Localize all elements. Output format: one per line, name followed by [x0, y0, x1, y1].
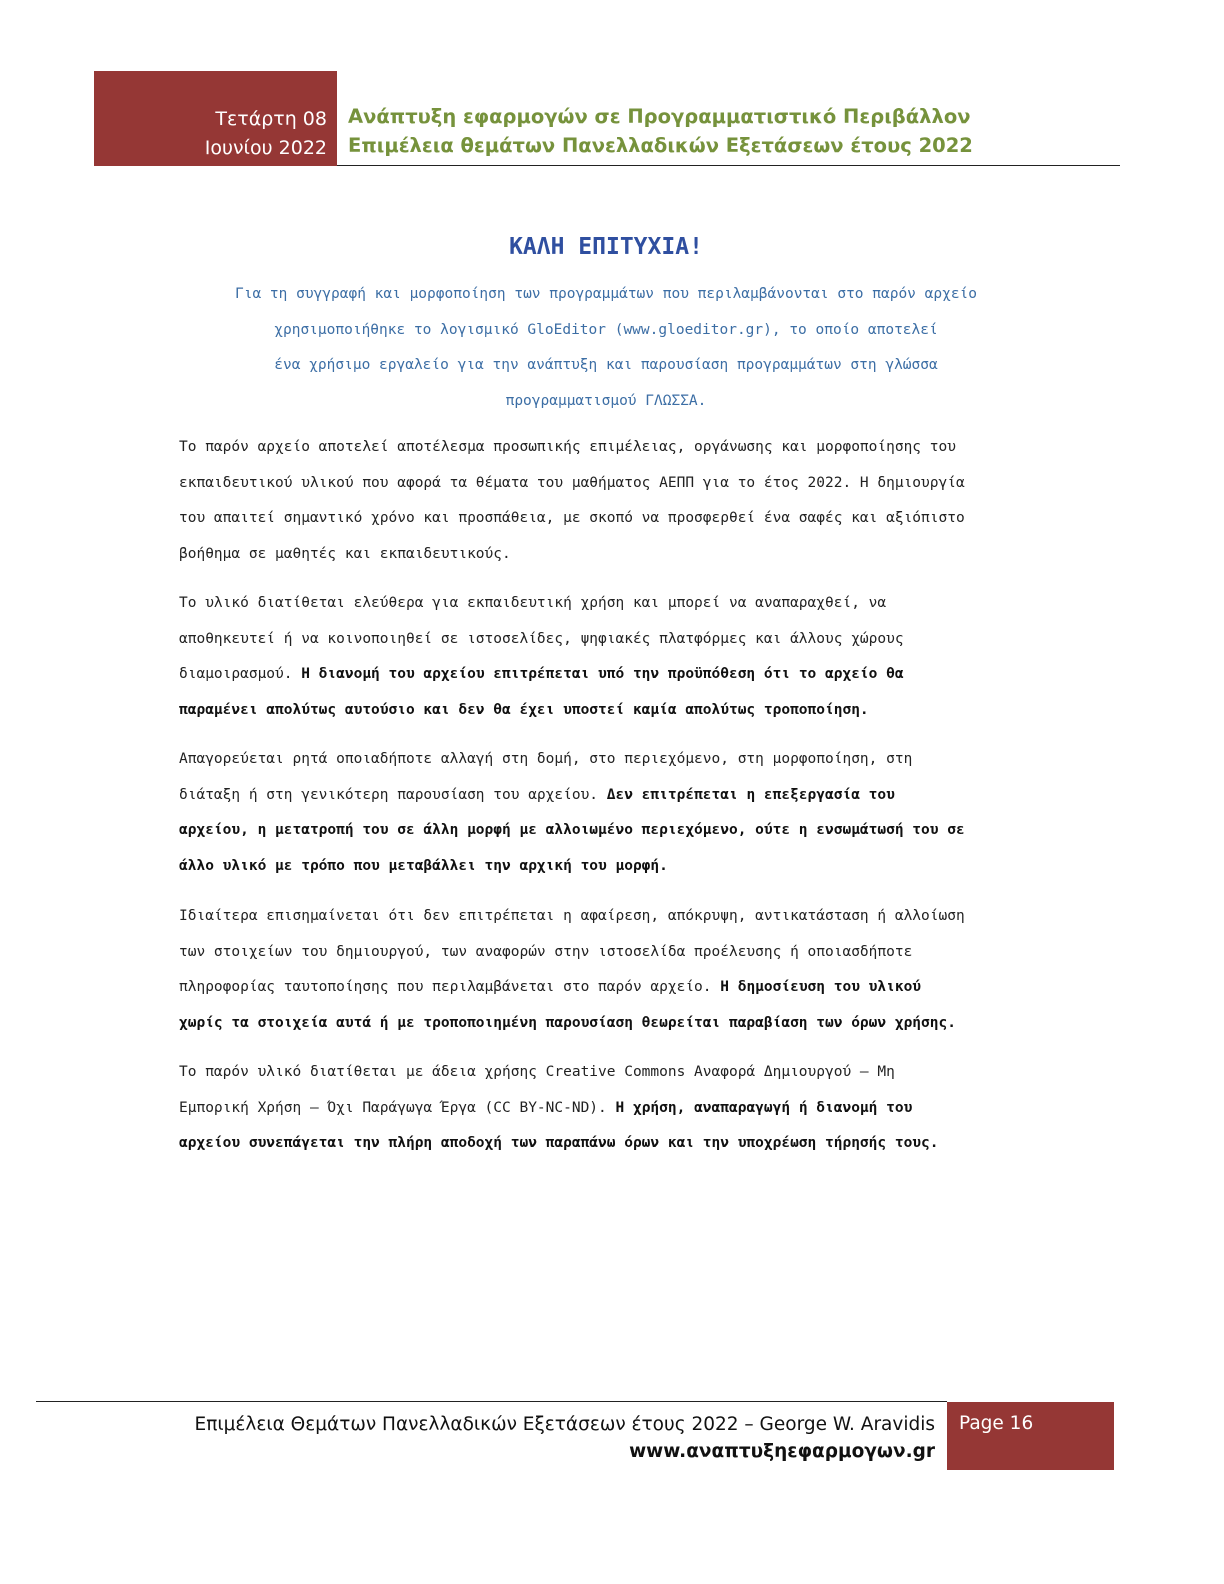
paragraph-distribution — [179, 586, 1059, 729]
bold-text-line: αρχείου συνεπάγεται την πλήρη αποδοχή των παραπάνω όρων και την υποχρέωση τήρησής τους. — [179, 1135, 939, 1152]
header-date-line1: Τετάρτη 08 — [215, 108, 327, 130]
bold-text-line: αρχείου, η μετατροπή του σε άλλη μορφή με αλλοιωμένο περιεχόμενο, ούτε η ενσωμάτωσή του σε — [179, 822, 965, 839]
text-line: εκπαιδευτικού υλικού που αφορά τα θέματα του μαθήματος ΑΕΠΠ για το έτος 2022. Η δημιουργία — [179, 474, 965, 491]
text-line — [179, 778, 1059, 814]
footer-divider — [36, 1401, 947, 1402]
text-line — [179, 1091, 1059, 1127]
footer-text — [195, 1411, 935, 1465]
footer-credit: Επιμέλεια Θεμάτων Πανελλαδικών Εξετάσεων έτους 2022 – George W. Aravidis — [194, 1414, 935, 1435]
text-line: βοήθημα σε μαθητές και εκπαιδευτικούς. — [179, 546, 511, 563]
page-number: Page 16 — [959, 1413, 1034, 1434]
text-span: διαμοιρασμού. — [179, 666, 302, 683]
bold-text-line: άλλο υλικό με τρόπο που μεταβάλλει την αρχική του μορφή. — [179, 858, 668, 875]
bold-text-span: Δεν επιτρέπεται η επεξεργασία του — [606, 786, 895, 803]
text-line: Το υλικό διατίθεται ελεύθερα για εκπαιδευτική χρήση και μπορεί να αναπαραχθεί, να — [179, 595, 887, 611]
header-title-line1: Ανάπτυξη εφαρμογών σε Προγραμματιστικό Περιβάλλον — [348, 105, 971, 128]
text-span: πληροφορίας ταυτοποίησης που περιλαμβάνεται στο παρόν αρχείο. — [179, 979, 721, 996]
header-date-line2: Ιουνίου 2022 — [204, 137, 327, 159]
paragraph-attribution — [179, 899, 1059, 1042]
footer-url[interactable]: www.αναπτυξηεφαρμογων.gr — [629, 1441, 935, 1462]
bold-text-line: παραμένει απολύτως αυτούσιο και δεν θα έχει υποστεί καμία απολύτως τροποποίηση. — [179, 702, 869, 719]
text-line: των στοιχείων του δημιουργού, των αναφορών στην ιστοσελίδα προέλευσης ή οποιασδήποτε — [179, 943, 913, 960]
intro-line: Για τη συγγραφή και μορφοποίηση των προγραμμάτων που περιλαμβάνονται στο παρόν αρχείο — [234, 286, 978, 302]
text-line: Απαγορεύεται ρητά οποιαδήποτε αλλαγή στη δομή, στο περιεχόμενο, στη μορφοποίηση, στη — [179, 751, 913, 767]
intro-line: προγραμματισμού ΓΛΩΣΣΑ. — [505, 392, 707, 409]
intro-line: χρησιμοποιήθηκε το λογισμικό GloEditor (www.gloeditor.gr), το οποίο αποτελεί — [274, 321, 938, 338]
paragraph-purpose — [179, 430, 1059, 573]
header-divider — [337, 165, 1120, 166]
bold-text-span: Η χρήση, αναπαραγωγή ή διανομή του — [615, 1099, 913, 1116]
text-line: Το παρόν υλικό διατίθεται με άδεια χρήσης Creative Commons Αναφορά Δημιουργού – Μη — [179, 1064, 895, 1080]
page-number-box — [947, 1402, 1114, 1470]
text-span: Εμπορική Χρήση – Όχι Παράγωγα Έργα (CC BY-NC-ND). — [179, 1099, 616, 1116]
bold-text-span: Η διανομή του αρχείου επιτρέπεται υπό την προϋπόθεση ότι το αρχείο θα — [301, 666, 904, 683]
text-line: αποθηκευτεί ή να κοινοποιηθεί σε ιστοσελίδες, ψηφιακές πλατφόρμες και άλλους χώρους — [179, 630, 904, 647]
text-line: Ιδιαίτερα επισημαίνεται ότι δεν επιτρέπεται η αφαίρεση, απόκρυψη, αντικατάσταση ή αλλοίωση — [179, 908, 965, 924]
bold-text-line: χωρίς τα στοιχεία αυτά ή με τροποποιημένη παρουσίαση θεωρείται παραβίαση των όρων χρήσης. — [179, 1015, 956, 1032]
paragraph-modification — [179, 742, 1059, 885]
paragraph-license — [179, 1055, 1059, 1162]
header-title-line2: Επιμέλεια θεμάτων Πανελλαδικών Εξετάσεων έτους 2022 — [348, 134, 973, 157]
text-line: Το παρόν αρχείο αποτελεί αποτέλεσμα προσωπικής επιμέλειας, οργάνωσης και μορφοποίησης του — [179, 439, 956, 455]
page-heading: ΚΑΛΗ ΕΠΙΤΥΧΙΑ! — [509, 234, 703, 260]
header-date-box — [94, 71, 337, 166]
text-span: διάταξη ή στη γενικότερη παρουσίαση του αρχείου. — [179, 786, 607, 803]
intro-note — [150, 277, 1062, 419]
header-title — [348, 102, 973, 160]
intro-line: ένα χρήσιμο εργαλείο για την ανάπτυξη και παρουσίαση προγραμμάτων στη γλώσσα — [274, 357, 938, 373]
bold-text-span: Η δημοσίευση του υλικού — [720, 979, 922, 996]
text-line: του απαιτεί σημαντικό χρόνο και προσπάθεια, με σκοπό να προσφερθεί ένα σαφές και αξιόπιστο — [179, 510, 965, 527]
text-line — [179, 970, 1059, 1006]
text-line — [179, 657, 1059, 693]
